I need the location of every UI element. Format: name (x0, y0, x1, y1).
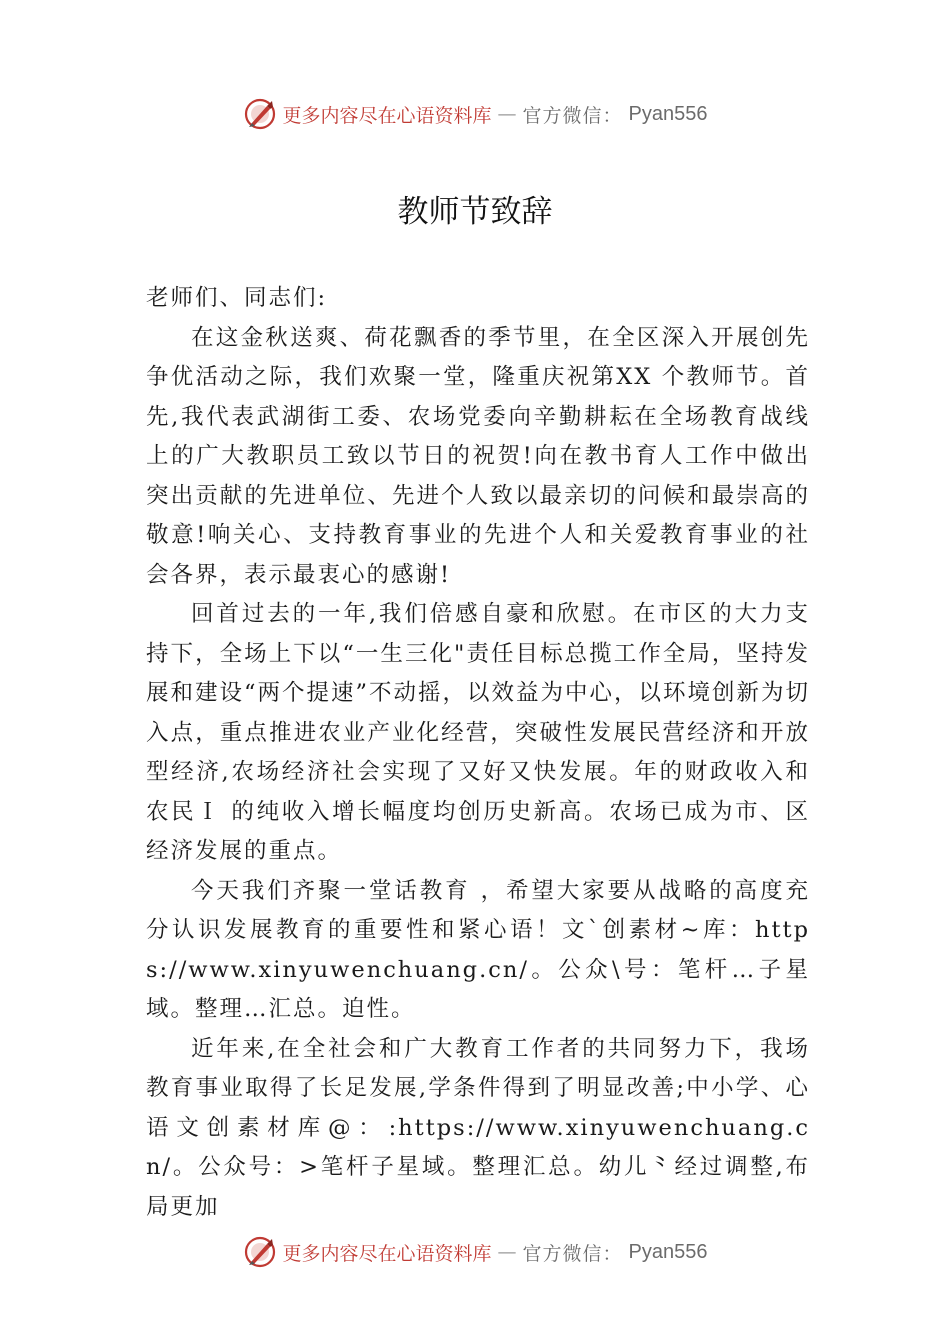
paragraph-3: 今天我们齐聚一堂话教育 ，希望大家要从战略的高度充分认识发展教育的重要性和紧心语！文`创素材~库：https://www.xinyuwenchuang.cn/。公众\号：笔杆…子星域。整理…汇总。迫性。 (146, 877, 810, 1022)
footer-dash: — (497, 1241, 517, 1263)
banner-wechat-id: Pyan556 (628, 102, 708, 125)
quill-pen-logo-icon (243, 97, 277, 131)
salutation: 老师们、同志们: (146, 285, 328, 311)
header-banner (0, 94, 950, 134)
document-title: 教师节致辞 (397, 194, 553, 230)
footer-official-label: 官方微信： (522, 1242, 623, 1265)
quill-pen-logo-icon (243, 1235, 277, 1269)
paragraph-2: 回首过去的一年,我们倍感自豪和欣慰。在市区的大力支持下，全场上下以“一生三化"责任目标总揽工作全局，坚持发展和建设“两个提速”不动摇，以效益为中心，以环境创新为切入点，重点推进农业产业化经营，突破性发展民营经济和开放型经济,农场经济社会实现了又好又快发展。年的财政收入和农民Ｉ 的纯收入增长幅度均创历史新高。农场已成为市、区经济发展的重点。 (146, 601, 811, 864)
paragraph-1: 在这金秋送爽、荷花飘香的季节里，在全区深入开展创先争优活动之际，我们欢聚一堂，隆重庆祝第XX 个教师节。首先,我代表武湖街工委、农场党委向辛勤耕耘在全场教育战线上的广大教职员工致以节日的祝贺!向在教书育人工作中做出突出贡献的先进单位、先进个人致以最亲切的问候和最崇高的敬意!响关心、支持教育事业的先进个人和关爱教育事业的社会各界，表示最衷心的感谢! (146, 324, 810, 588)
footer-wechat-id: Pyan556 (628, 1240, 708, 1263)
footer-brand-text: 更多内容尽在心语资料库 (282, 1242, 492, 1265)
banner-brand-text: 更多内容尽在心语资料库 (282, 104, 492, 127)
footer-banner (0, 1232, 950, 1272)
paragraph-4: 近年来,在全社会和广大教育工作者的共同努力下，我场教育事业取得了长足发展,学条件得到了明显改善;中小学、心语文创素材库@：:https://www.xinyuwenchuang.cn/。公众号：>笔杆子星域。整理汇总。幼儿⺀经过调整,布局更加 (146, 1035, 810, 1220)
banner-dash: — (497, 103, 517, 125)
banner-official-label: 官方微信： (522, 104, 623, 127)
document-body (146, 279, 810, 1227)
